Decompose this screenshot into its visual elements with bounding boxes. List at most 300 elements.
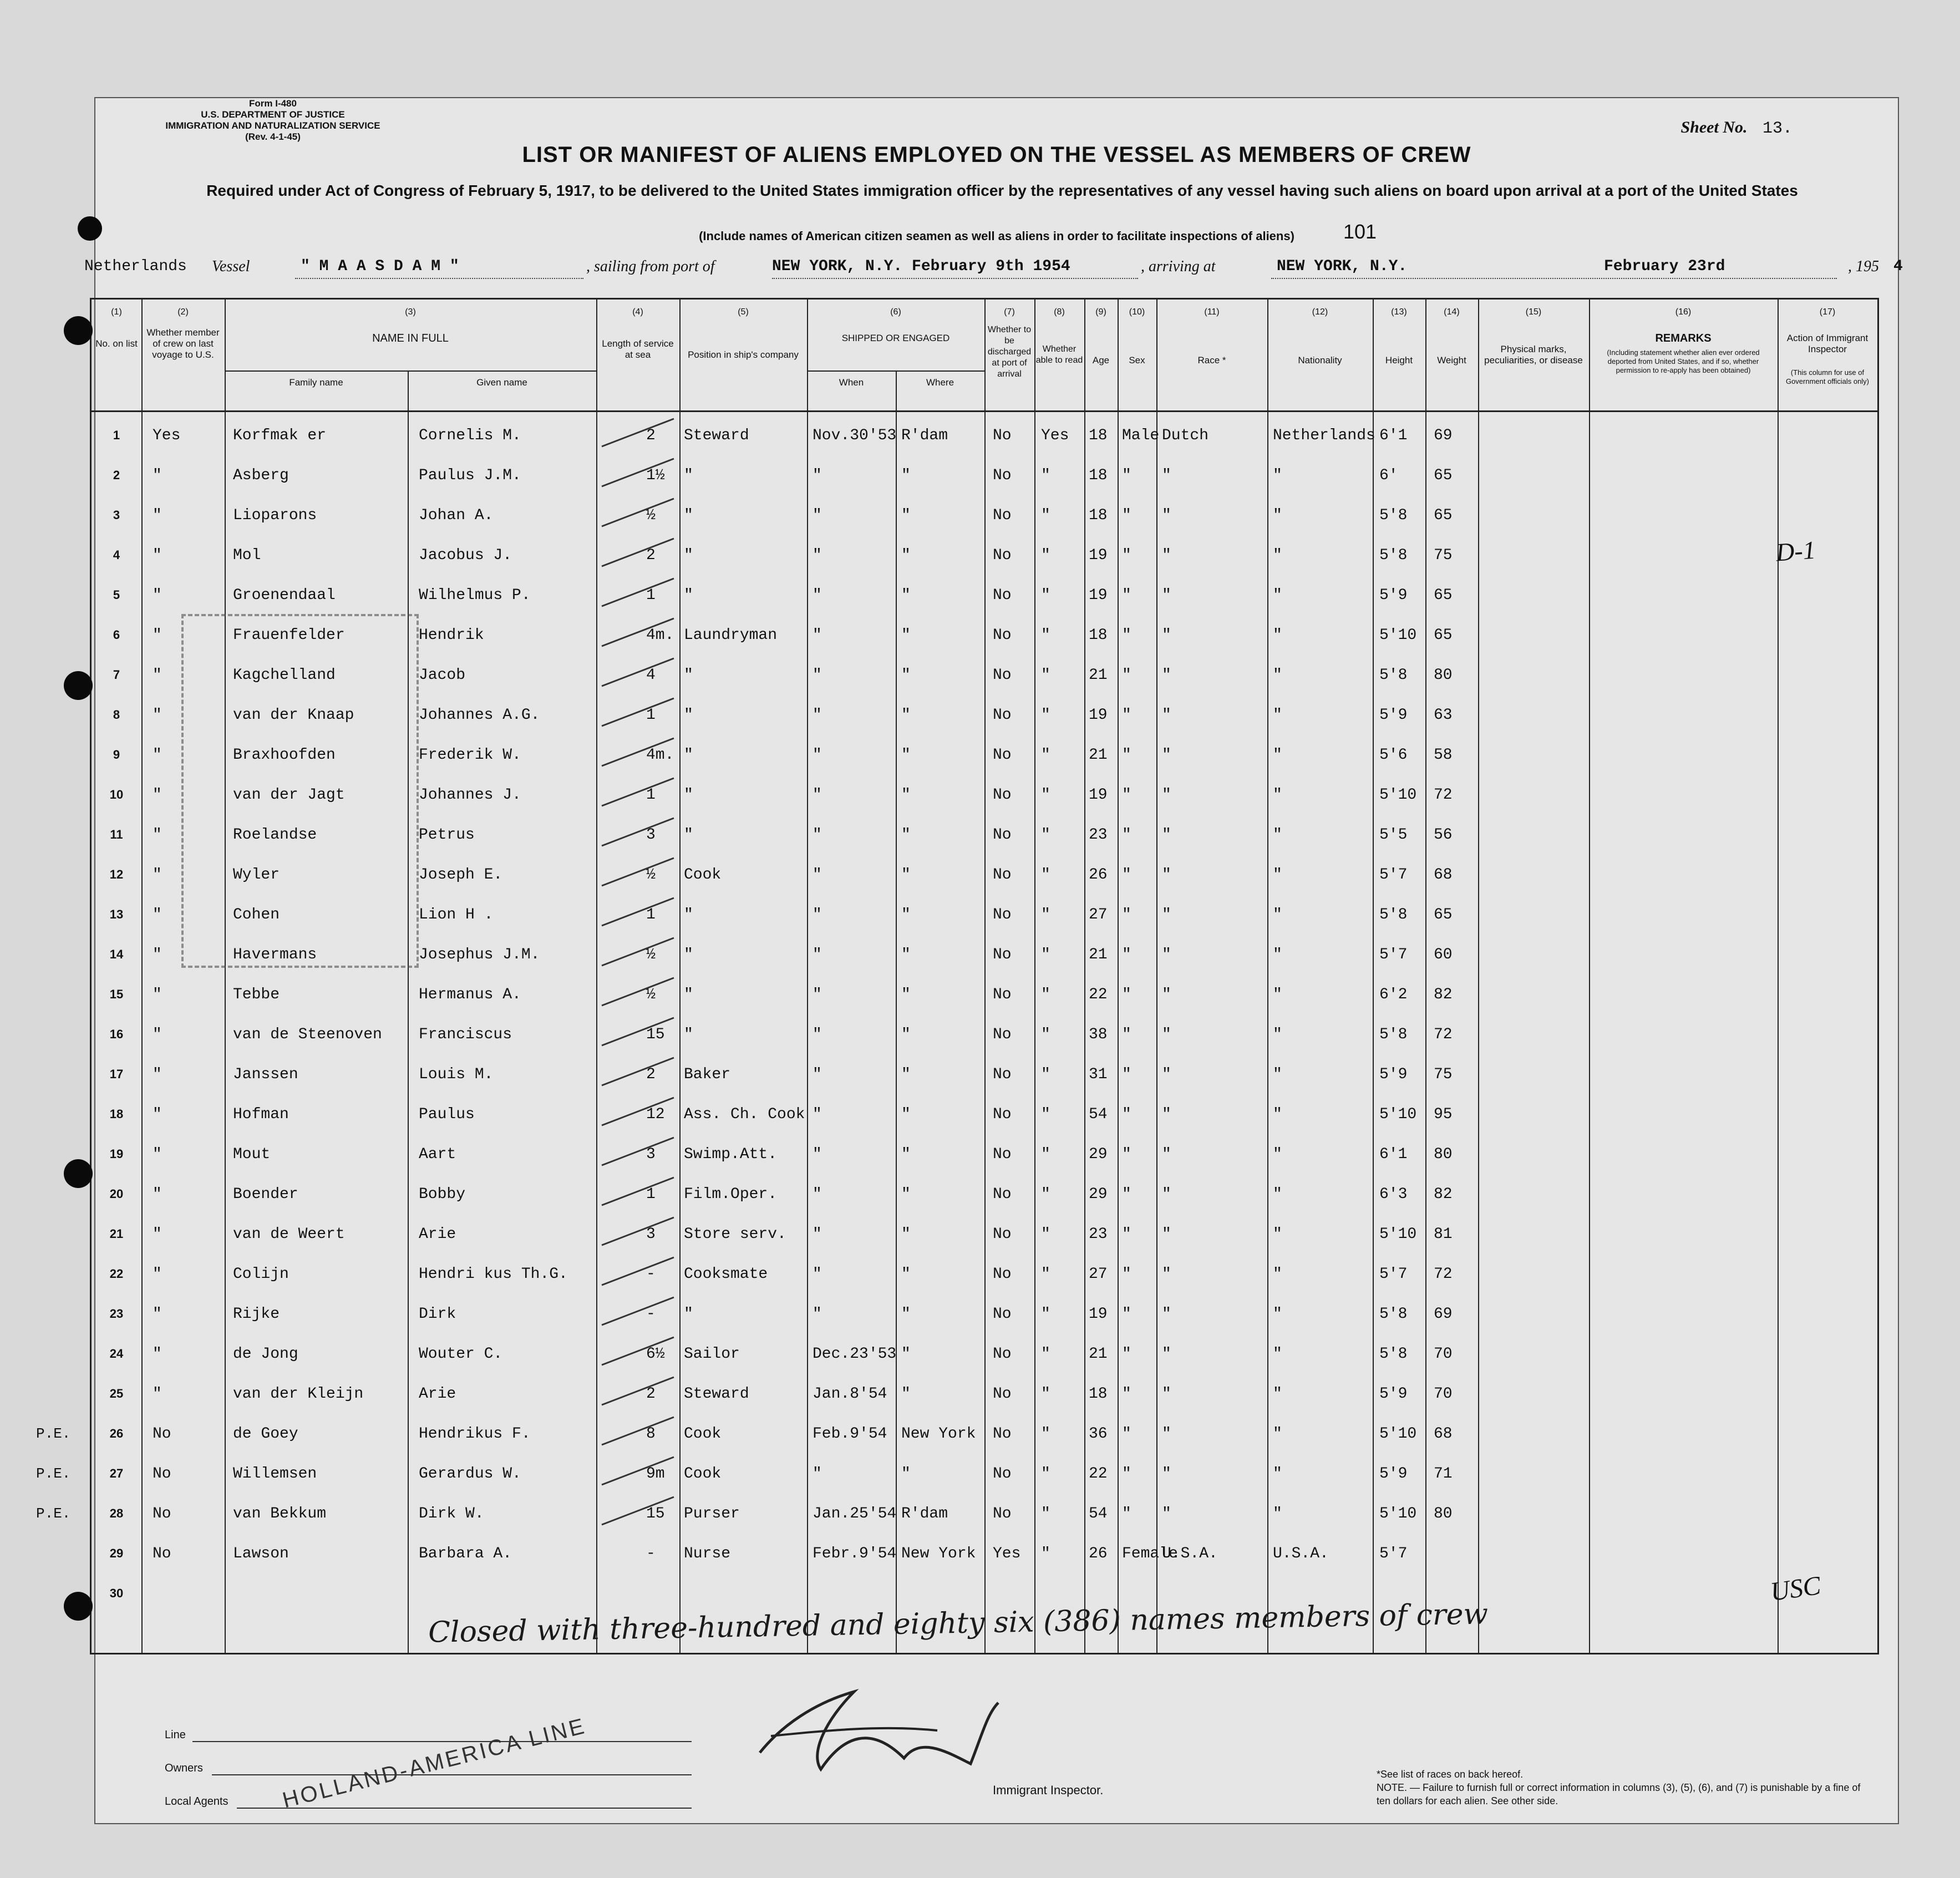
family-name-cell: Braxhoofden [233,747,336,764]
able-to-read-cell: " [1041,906,1050,923]
family-name-cell: Mol [233,547,261,564]
discharged-cell: No [993,587,1012,604]
discharged-cell: No [993,786,1012,804]
shipped-when-cell: " [813,946,822,963]
able-to-read-cell: " [1041,627,1050,644]
discharged-cell: No [993,1026,1012,1043]
visa-stamp [181,614,419,968]
position-cell: " [684,786,693,804]
form-revision: (Rev. 4-1-45) [245,131,301,142]
row-number: 24 [109,1347,124,1361]
tick-mark [602,1417,674,1445]
shipped-where-cell: New York [901,1545,976,1562]
nationality-cell: " [1273,707,1282,724]
position-cell: " [684,707,693,724]
row-number: 26 [109,1427,124,1440]
row-number: 4 [113,548,120,562]
height-cell: 5'7 [1379,866,1408,884]
sex-cell: " [1122,826,1131,844]
service-length-cell: 4m. [646,627,674,644]
last-voyage-cell: " [153,587,162,604]
age-cell: 18 [1089,627,1108,644]
service-length-cell: 8 [646,1425,656,1443]
discharged-cell: Yes [993,1545,1021,1562]
race-cell: " [1162,1186,1171,1203]
shipped-where-cell: " [901,1146,911,1163]
position-cell: Purser [684,1505,740,1522]
last-voyage-cell: " [153,786,162,804]
col1-header: No. on list [95,338,138,349]
col6-where-header: Where [926,377,954,388]
age-cell: 21 [1089,1346,1108,1363]
age-cell: 18 [1089,1385,1108,1403]
service-length-cell: 2 [646,427,656,444]
tick-mark [602,658,674,686]
shipped-where-cell: " [901,866,911,884]
penalty-note: NOTE. — Failure to furnish full or correct information in columns (3), (5), (6), and (7) is punishable by a fine of ten dollars for each alien. See other side. [1377,1782,1861,1806]
family-name-cell: Mout [233,1146,271,1163]
given-name-cell: Hermanus A. [419,986,521,1003]
shipped-where-cell: " [901,707,911,724]
form-number: Form I-480 [249,98,297,109]
height-cell: 5'9 [1379,1465,1408,1483]
family-name-cell: Hofman [233,1106,289,1123]
col17-num: (17) [1819,307,1836,317]
service-length-cell: - [646,1266,656,1283]
shipped-where-cell: " [901,1066,911,1083]
nationality-cell: U.S.A. [1273,1545,1329,1562]
shipped-where-cell: R'dam [901,1505,948,1522]
position-cell: Baker [684,1066,731,1083]
tick-mark [602,578,674,606]
sex-cell: " [1122,1425,1131,1443]
shipped-when-cell: " [813,467,822,484]
age-cell: 23 [1089,1226,1108,1243]
punch-hole [64,671,93,700]
row-number: 8 [113,708,120,722]
family-name-cell: Lioparons [233,507,317,524]
weight-cell: 65 [1434,587,1453,604]
age-cell: 36 [1089,1425,1108,1443]
able-to-read-cell: " [1041,1346,1050,1363]
service-length-cell: 1½ [646,467,665,484]
shipped-when-cell: " [813,1226,822,1243]
race-cell: U.S.A. [1162,1545,1218,1562]
tick-mark [602,1377,674,1405]
able-to-read-cell: " [1041,1186,1050,1203]
nationality-cell: " [1273,1106,1282,1123]
race-cell: " [1162,1106,1171,1123]
position-cell: Cook [684,1465,722,1483]
nationality-cell: " [1273,1465,1282,1483]
service-length-cell: 2 [646,547,656,564]
able-to-read-cell: Yes [1041,427,1069,444]
nationality-cell: " [1273,667,1282,684]
shipped-when-cell: Nov.30'53 [813,427,897,444]
last-voyage-cell: " [153,1385,162,1403]
row-number: 23 [109,1307,124,1321]
family-name-cell: Wyler [233,866,280,884]
position-cell: " [684,507,693,524]
age-cell: 21 [1089,946,1108,963]
col16-header: REMARKS [1655,332,1712,344]
nationality-cell: " [1273,1346,1282,1363]
able-to-read-cell: " [1041,866,1050,884]
shipped-when-cell: " [813,906,822,923]
position-cell: " [684,667,693,684]
given-name-cell: Johannes J. [419,786,521,804]
position-cell: " [684,587,693,604]
weight-cell: 95 [1434,1106,1453,1123]
local-agents-label: Local Agents [165,1795,229,1808]
weight-cell: 69 [1434,1306,1453,1323]
last-voyage-cell: " [153,1306,162,1323]
footer-note [1377,1768,1876,1808]
position-cell: Store serv. [684,1226,786,1243]
last-voyage-cell: " [153,946,162,963]
able-to-read-cell: " [1041,1026,1050,1043]
service-length-cell: 1 [646,906,656,923]
sex-cell: " [1122,547,1131,564]
last-voyage-cell: " [153,547,162,564]
race-cell: " [1162,547,1171,564]
last-voyage-cell: " [153,826,162,844]
able-to-read-cell: " [1041,547,1050,564]
given-name-cell: Wouter C. [419,1346,503,1363]
able-to-read-cell: " [1041,1505,1050,1522]
shipped-where-cell: R'dam [901,427,948,444]
given-name-cell: Aart [419,1146,456,1163]
age-cell: 19 [1089,547,1108,564]
weight-cell: 75 [1434,1066,1453,1083]
discharged-cell: No [993,1505,1012,1522]
age-cell: 19 [1089,786,1108,804]
form-header [95,98,450,143]
height-cell: 6'3 [1379,1186,1408,1203]
discharged-cell: No [993,1066,1012,1083]
page-number: 101 [1343,220,1377,243]
row-number: 22 [109,1267,124,1281]
family-name-cell: Asberg [233,467,289,484]
able-to-read-cell: " [1041,587,1050,604]
punch-hole [64,1159,93,1188]
row-number: 13 [109,907,124,921]
able-to-read-cell: " [1041,747,1050,764]
nationality-cell: " [1273,1266,1282,1283]
weight-cell: 81 [1434,1226,1453,1243]
position-cell: " [684,1306,693,1323]
shipped-when-cell: " [813,986,822,1003]
family-name-cell: Groenendaal [233,587,336,604]
service-length-cell: 2 [646,1385,656,1403]
discharged-cell: No [993,1306,1012,1323]
service-length-cell: 1 [646,587,656,604]
sex-cell: " [1122,1146,1131,1163]
nationality-cell: " [1273,747,1282,764]
nationality-cell: " [1273,467,1282,484]
given-name-cell: Frederik W. [419,747,521,764]
height-cell: 6'1 [1379,1146,1408,1163]
nationality-cell: " [1273,906,1282,923]
shipped-where-cell: " [901,507,911,524]
service-length-cell: ½ [646,986,656,1003]
col6-header: SHIPPED OR ENGAGED [841,333,950,343]
race-cell: " [1162,1425,1171,1443]
discharged-cell: No [993,1465,1012,1483]
height-cell: 5'8 [1379,1306,1408,1323]
last-voyage-cell: " [153,1106,162,1123]
last-voyage-cell: No [153,1465,171,1483]
row-number: 6 [113,628,120,642]
tick-mark [602,698,674,726]
sex-cell: " [1122,906,1131,923]
weight-cell: 63 [1434,707,1453,724]
discharged-cell: No [993,1266,1012,1283]
given-name-cell: Barbara A. [419,1545,512,1562]
pe-mark: P.E. [36,1465,71,1482]
service-length-cell: 12 [646,1106,665,1123]
given-name-cell: Hendrik [419,627,484,644]
pe-mark: P.E. [36,1505,71,1522]
col8-num: (8) [1054,307,1065,317]
holland-america-stamp: HOLLAND-AMERICA LINE [280,1713,589,1813]
arriving-port: NEW YORK, N.Y. [1277,258,1408,275]
given-name-cell: Gerardus W. [419,1465,521,1483]
height-cell: 5'10 [1379,627,1417,644]
row-number: 5 [113,588,120,602]
row-number: 7 [113,668,120,682]
arrival-year-prefix: , 195 [1848,258,1879,275]
nationality-cell: " [1273,507,1282,524]
able-to-read-cell: " [1041,1266,1050,1283]
discharged-cell: No [993,467,1012,484]
family-name-cell: Cohen [233,906,280,923]
given-name-cell: Wilhelmus P. [419,587,531,604]
age-cell: 29 [1089,1186,1108,1203]
age-cell: 27 [1089,1266,1108,1283]
punch-hole [78,216,102,241]
row-number: 17 [109,1067,124,1081]
race-cell: " [1162,747,1171,764]
age-cell: 23 [1089,826,1108,844]
weight-cell: 58 [1434,747,1453,764]
owners-label: Owners [165,1762,203,1774]
nationality-cell: " [1273,1026,1282,1043]
weight-cell: 65 [1434,906,1453,923]
height-cell: 5'10 [1379,1425,1417,1443]
age-cell: 26 [1089,1545,1108,1562]
given-name-cell: Josephus J.M. [419,946,540,963]
col17-header: Action of Immigrant Inspector [1786,333,1868,354]
last-voyage-cell: " [153,1346,162,1363]
discharged-cell: No [993,866,1012,884]
tick-mark [602,898,674,926]
shipped-where-cell: " [901,1465,911,1483]
race-cell: Dutch [1162,427,1209,444]
able-to-read-cell: " [1041,507,1050,524]
sex-cell: " [1122,1346,1131,1363]
page-subtitle: Required under Act of Congress of February 5, 1917, to be delivered to the United States immigration officer by the representatives of any vessel having such aliens on board upon arrival at a port of the United States [206,182,1798,199]
col4-num: (4) [632,307,643,317]
service-length-cell: ½ [646,866,656,884]
col1-num: (1) [111,307,122,317]
height-cell: 6'2 [1379,986,1408,1003]
col13-num: (13) [1391,307,1407,317]
age-cell: 26 [1089,866,1108,884]
inspector-mark-top: D-1 [1775,535,1817,567]
row-number: 20 [109,1187,124,1201]
race-cell: " [1162,587,1171,604]
given-name-cell: Louis M. [419,1066,494,1083]
shipped-when-cell: " [813,866,822,884]
family-name-cell: Colijn [233,1266,289,1283]
tick-mark [602,1457,674,1485]
nationality-cell: Netherlands [1273,427,1375,444]
able-to-read-cell: " [1041,1545,1050,1562]
shipped-when-cell: " [813,1106,822,1123]
arriving-label: , arriving at [1141,258,1216,275]
shipped-where-cell: " [901,1346,911,1363]
height-cell: 6' [1379,467,1398,484]
last-voyage-cell: " [153,1266,162,1283]
race-cell: " [1162,1026,1171,1043]
position-cell: Cooksmate [684,1266,768,1283]
discharged-cell: No [993,627,1012,644]
tick-mark [602,539,674,566]
family-name-cell: Frauenfelder [233,627,345,644]
able-to-read-cell: " [1041,707,1050,724]
service-tick-marks [596,416,679,1636]
col14-header: Weight [1437,355,1466,366]
col4-header: Length of service at sea [602,338,674,360]
row-number: 27 [109,1466,124,1480]
weight-cell: 71 [1434,1465,1453,1483]
last-voyage-cell: " [153,507,162,524]
nationality-cell: " [1273,587,1282,604]
position-cell: Swimp.Att. [684,1146,778,1163]
able-to-read-cell: " [1041,826,1050,844]
family-name-cell: de Goey [233,1425,298,1443]
last-voyage-cell: No [153,1425,171,1443]
col7-num: (7) [1004,307,1015,317]
height-cell: 5'8 [1379,507,1408,524]
age-cell: 18 [1089,507,1108,524]
last-voyage-cell: " [153,866,162,884]
nationality-cell: " [1273,1505,1282,1522]
shipped-where-cell: " [901,1306,911,1323]
position-cell: " [684,547,693,564]
weight-cell: 75 [1434,547,1453,564]
discharged-cell: No [993,1425,1012,1443]
row-number: 1 [113,428,120,442]
discharged-cell: No [993,1226,1012,1243]
tick-mark [602,1098,674,1125]
service-length-cell: 3 [646,1226,656,1243]
family-name-cell: Lawson [233,1545,289,1562]
last-voyage-cell: " [153,1186,162,1203]
row-number: 14 [109,947,124,961]
height-cell: 5'8 [1379,906,1408,923]
given-name-cell: Arie [419,1385,456,1403]
able-to-read-cell: " [1041,946,1050,963]
given-name-cell: Bobby [419,1186,466,1203]
shipped-where-cell: " [901,1186,911,1203]
position-cell: Film.Oper. [684,1186,778,1203]
age-cell: 21 [1089,667,1108,684]
age-cell: 54 [1089,1106,1108,1123]
weight-cell: 65 [1434,507,1453,524]
service-length-cell: 4 [646,667,656,684]
nationality-cell: " [1273,1066,1282,1083]
sheet-number [1680,118,1793,138]
given-name-cell: Johannes A.G. [419,707,540,724]
last-voyage-cell: " [153,467,162,484]
given-name-cell: Cornelis M. [419,427,521,444]
immigrant-inspector-label: Immigrant Inspector. [993,1783,1104,1797]
nationality-cell: " [1273,1385,1282,1403]
sex-cell: Female [1122,1545,1178,1562]
height-cell: 5'8 [1379,1346,1408,1363]
nationality-cell: " [1273,627,1282,644]
col2-header: Whether member of crew on last voyage to U.S. [146,327,220,360]
shipped-where-cell: " [901,906,911,923]
age-cell: 38 [1089,1026,1108,1043]
col13-header: Height [1385,355,1413,366]
col5-header: Position in ship's company [688,349,799,360]
page-title: LIST OR MANIFEST OF ALIENS EMPLOYED ON THE VESSEL AS MEMBERS OF CREW [522,143,1471,167]
shipped-where-cell: " [901,627,911,644]
sex-cell: " [1122,667,1131,684]
col3-given-header: Given name [476,377,527,388]
height-cell: 5'6 [1379,747,1408,764]
discharged-cell: No [993,986,1012,1003]
tick-mark [602,1297,674,1325]
age-cell: 22 [1089,986,1108,1003]
discharged-cell: No [993,667,1012,684]
shipped-when-cell: " [813,587,822,604]
position-cell: Steward [684,1385,749,1403]
discharged-cell: No [993,747,1012,764]
given-name-cell: Franciscus [419,1026,512,1043]
shipped-when-cell: Febr.9'54 [813,1545,897,1562]
nationality-cell: " [1273,786,1282,804]
col17-note: (This column for use of Government officials only) [1785,368,1870,385]
last-voyage-cell: " [153,986,162,1003]
weight-cell: 68 [1434,1425,1453,1443]
height-cell: 5'5 [1379,826,1408,844]
age-cell: 31 [1089,1066,1108,1083]
races-note: *See list of races on back hereof. [1377,1769,1524,1780]
able-to-read-cell: " [1041,1066,1050,1083]
row-number: 12 [109,867,124,881]
weight-cell: 72 [1434,786,1453,804]
able-to-read-cell: " [1041,1465,1050,1483]
shipped-when-cell: " [813,1306,822,1323]
discharged-cell: No [993,946,1012,963]
row-number: 9 [113,748,120,762]
shipped-when-cell: " [813,1465,822,1483]
tick-mark [602,978,674,1006]
race-cell: " [1162,467,1171,484]
service-name: IMMIGRATION AND NATURALIZATION SERVICE [165,120,380,131]
sex-cell: " [1122,986,1131,1003]
shipped-where-cell: " [901,1226,911,1243]
tick-mark [602,1497,674,1525]
given-name-cell: Petrus [419,826,475,844]
weight-cell: 82 [1434,986,1453,1003]
last-voyage-cell: " [153,627,162,644]
family-name-cell: van de Steenoven [233,1026,382,1043]
